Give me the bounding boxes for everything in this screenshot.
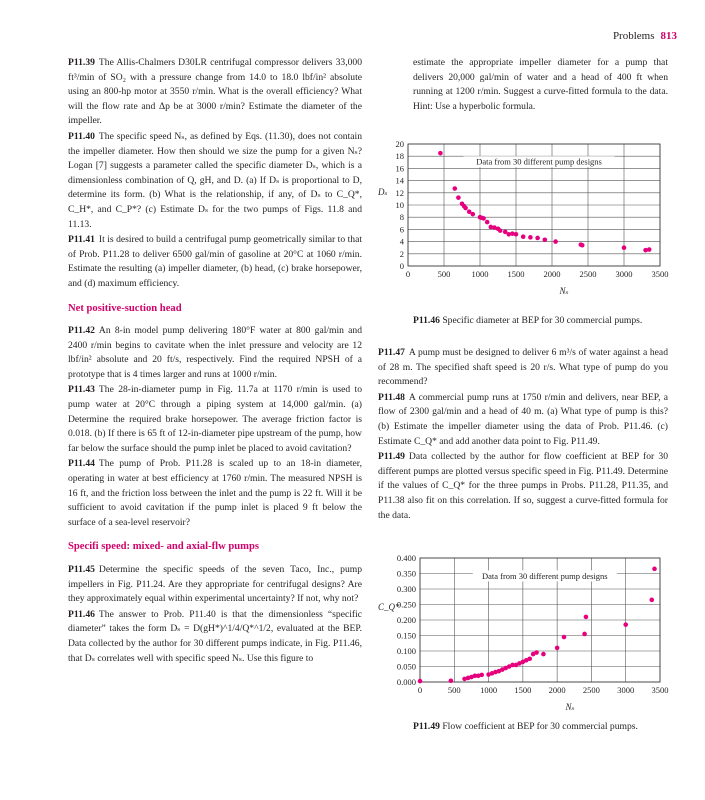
y-tick-label: 0.050 — [396, 661, 416, 672]
problem-number: P11.43 — [68, 384, 95, 396]
y-axis-label: C_Q* — [378, 602, 400, 613]
problem-item — [378, 391, 668, 449]
page-header — [613, 30, 677, 42]
x-tick-label: 0 — [417, 685, 423, 695]
problem-number: P11.45 — [68, 564, 95, 575]
y-tick-label: 12 — [395, 187, 404, 198]
data-point — [498, 228, 503, 233]
data-point — [562, 635, 567, 640]
y-tick-label: 4 — [399, 236, 404, 247]
data-point — [527, 656, 532, 661]
x-tick-label: 3000 — [617, 685, 635, 695]
figure-text-2: Flow coefficient at BEP for 30 commercial pumps. — [442, 721, 638, 732]
data-point — [481, 216, 486, 221]
y-tick-label: 16 — [395, 163, 404, 174]
problem-text: The 28-in-diameter pump in Fig. 11.7a at 1170 r/min is used to pump water at 20°C through a piping system at 14,000 gal/min. (a) Determine the required brake horsepower. The average friction factor is 0.018. (b) If there is 65 ft of 12-in-diameter pipe upstream of the pump, how far below the surface should the pump inlet be placed to avoid cavitation? — [68, 384, 362, 454]
data-point — [535, 236, 540, 241]
y-tick-label: 0.400 — [396, 553, 416, 563]
x-tick-label: 1500 — [514, 685, 532, 695]
problem-text: The specific speed Nₛ, as defined by Eqs. (11.30), does not contain the impeller diameter. How then should we size the pump for a given Nₛ? Logan [7] suggests a parameter called the specific diameter Dₛ, which is a dimensionless combination of Q, gH, and D. (a) If Dₛ is proportional to D, determine its form. (b) What is the relationship, if any, of Dₛ to C_Q*, C_H*, and C_P*? (c) Estimate Dₛ for the two pumps of Figs. 11.8 and 11.13. — [68, 130, 362, 230]
data-point — [514, 232, 519, 237]
y-tick-label: 14 — [395, 175, 404, 186]
problem-number: P11.39 — [68, 57, 95, 68]
y-tick-label: 0.350 — [396, 568, 416, 579]
y-tick-label: 20 — [395, 139, 404, 149]
x-tick-label: 2500 — [579, 269, 597, 279]
problem-item — [68, 563, 362, 607]
x-tick-label: 1000 — [471, 269, 489, 279]
data-point — [543, 237, 548, 242]
data-point — [453, 186, 458, 191]
x-tick-label: 3000 — [615, 269, 633, 279]
data-point — [553, 239, 558, 244]
chart-title: Data from 30 different pump designs — [476, 156, 602, 167]
problem-text: A pump must be designed to deliver 6 m³/s of water against a head of 28 m. The specified shaft speed is 20 r/s. What type of pump do you recommend? — [378, 347, 668, 388]
data-point — [649, 598, 654, 603]
figure-label-2: P11.49 — [413, 721, 440, 732]
problem-item — [378, 450, 668, 523]
problem-number: P11.44 — [68, 458, 95, 470]
data-point — [622, 245, 627, 250]
figure-caption-2 — [413, 720, 663, 734]
problem-number: P11.48 — [378, 391, 405, 403]
problem-text: Data collected by the author for flow coefficient at BEP for 30 different pumps are plotted versus specific speed in Fig. P11.49. Determine if the values of C_Q* for the three pumps in Probs. P11.28, P11.35, and P11.38 also fit on this correlation. If so, suggest a curve-fitted formula for the data. — [378, 451, 668, 521]
x-axis-label: Nₛ — [559, 286, 569, 296]
problem-continuation: estimate the appropriate impeller diameter for a pump that delivers 20,000 gal/min of water and a head of 400 ft when running at 1200 r/min. Suggest a curve-fitted formula to the data. Hint: Use a hyperbolic formula. — [413, 57, 668, 112]
x-tick-label: 500 — [447, 685, 461, 695]
problem-item — [68, 130, 362, 232]
problem-item — [68, 233, 362, 291]
figure-label-1: P11.46 — [413, 315, 440, 326]
chart-flow-coefficient — [368, 550, 688, 710]
data-point — [438, 151, 443, 156]
problem-item — [68, 608, 362, 666]
y-tick-label: 0.150 — [396, 630, 416, 641]
problem-number: P11.49 — [378, 451, 405, 463]
left-column — [68, 56, 362, 667]
problem-text: An 8-in model pump delivering 180°F water at 800 gal/min and 2400 r/min begins to cavitate when the inlet pressure and velocity are 12 lbf/in² absolute and 20 ft/s, respectively. Find the required NPSH of a prototype that is 4 times larger and runs at 1000 r/min. — [68, 325, 362, 380]
figure-caption-1 — [413, 314, 663, 328]
problem-text: Determine the specific speeds of the seven Taco, Inc., pump impellers in Fig. P11.24. Are they appropriate for centrifugal designs? Are they approximately equal within experimental uncertainty? If not, why not? — [68, 564, 362, 605]
problem-item — [68, 457, 362, 530]
x-tick-label: 500 — [437, 269, 451, 279]
y-tick-label: 10 — [395, 200, 404, 210]
data-point — [456, 195, 461, 200]
data-point — [471, 212, 476, 217]
x-tick-label: 1500 — [507, 269, 525, 279]
y-tick-label: 0.200 — [396, 615, 416, 625]
y-tick-label: 18 — [395, 151, 404, 162]
problem-number: P11.47 — [378, 347, 405, 358]
x-tick-label: 0 — [405, 269, 411, 279]
data-point — [534, 650, 539, 655]
data-point — [528, 235, 533, 240]
right-column-problems — [378, 346, 668, 524]
data-point — [582, 632, 587, 637]
x-tick-label: 1000 — [480, 685, 498, 695]
problem-number: P11.46 — [68, 608, 95, 620]
data-point — [449, 678, 454, 683]
figure-text-1: Specific diameter at BEP for 30 commercial pumps. — [442, 315, 643, 326]
y-tick-label: 0.250 — [396, 599, 416, 610]
x-tick-label: 2000 — [543, 269, 561, 279]
section-heading-specific-speed: Specifi speed: mixed- and axial-flw pumps — [68, 541, 259, 553]
problem-number: P11.40 — [68, 130, 95, 142]
problem-text: The pump of Prob. P11.28 is scaled up to an 18-in diameter, operating in water at best efficiency at 1760 r/min. The measured NPSH is 16 ft, and the friction loss between the inlet and the pump is 22 ft. Will it be sufficient to avoid cavitation if the pump inlet is placed 9 ft below the surface of a sea-level reservoir? — [68, 458, 362, 528]
problem-text: The answer to Prob. P11.40 is that the dimensionless “specific diameter” takes the form Dₛ = D(gH*)^1/4/Q*^1/2, evaluated at the BEP. Data collected by the author for 30 different pumps indicate, in Fig. P11.46, that Dₛ correlates well with specific speed Nₛ. Use this figure to — [68, 608, 362, 664]
header-label: Problems — [612, 30, 655, 42]
chart-specific-diameter — [368, 138, 688, 308]
x-tick-label: 2500 — [582, 685, 600, 695]
data-point — [541, 652, 546, 657]
data-point — [521, 234, 526, 239]
problem-text: A commercial pump runs at 1750 r/min and delivers, near BEP, a flow of 2300 gal/min and a head of 40 m. (a) What type of pump is this? (b) Estimate the impeller diameter using the data of Prob. P11.46. (c) Estimate C_Q* and add another data point to Fig. P11.49. — [378, 391, 668, 447]
data-point — [479, 673, 484, 678]
x-axis-label: Nₛ — [565, 702, 575, 710]
problem-item — [68, 383, 362, 456]
problem-item — [68, 56, 362, 129]
problem-item — [378, 346, 668, 390]
problem-number: P11.41 — [68, 234, 95, 246]
data-point — [623, 622, 628, 627]
x-tick-label: 2000 — [548, 685, 566, 695]
right-column-top — [413, 56, 668, 114]
problem-number: P11.42 — [68, 325, 95, 337]
data-point — [555, 646, 560, 651]
data-point — [652, 567, 657, 572]
y-tick-label: 0.300 — [396, 584, 416, 594]
problem-text: The Allis-Chalmers D30LR centrifugal compressor delivers 33,000 ft³/min of SO₂ with a pressure change from 14.0 to 18.0 lbf/in² absolute using an 800-hp motor at 3550 r/min. What is the overall efficiency? What will the flow rate and Δp be at 3000 r/min? Estimate the diameter of the impeller. — [68, 57, 362, 127]
data-point — [580, 243, 585, 248]
y-tick-label: 0 — [399, 261, 404, 271]
y-tick-label: 6 — [399, 224, 404, 235]
y-tick-label: 0.100 — [396, 646, 416, 656]
problem-item — [68, 324, 362, 382]
page-number: 813 — [660, 30, 677, 42]
y-axis-label: Dₛ — [378, 187, 388, 198]
x-tick-label: 3500 — [651, 269, 669, 279]
data-point — [418, 679, 423, 684]
section-heading-npsh: Net positive-suction head — [68, 302, 182, 314]
data-point — [485, 220, 490, 225]
data-point — [584, 615, 589, 620]
chart-title: Data from 30 different pump designs — [481, 570, 608, 581]
problem-text: It is desired to build a centrifugal pump geometrically similar to that of Prob. P11.28 to deliver 6500 gal/min of gasoline at 20°C at 1060 r/min. Estimate the resulting (a) impeller diameter, (b) head, (c) brake horsepower, and (d) maximum efficiency. — [68, 234, 362, 289]
y-tick-label: 8 — [399, 212, 404, 223]
data-point — [647, 247, 652, 252]
x-tick-label: 3500 — [651, 685, 669, 695]
y-tick-label: 0.000 — [396, 677, 416, 687]
y-tick-label: 2 — [399, 248, 404, 259]
data-point — [463, 206, 468, 211]
